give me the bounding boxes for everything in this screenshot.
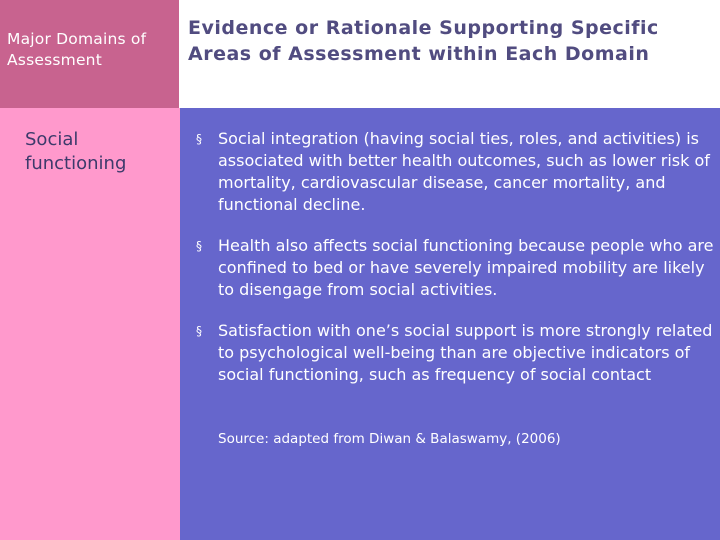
bullet-icon: §: [196, 132, 202, 146]
domain-column: [0, 108, 180, 540]
evidence-list: [196, 128, 716, 405]
evidence-item-1: [196, 128, 716, 216]
evidence-text-2: Health also affects social functioning because people who are confined to bed or have severely impaired mobility are likely to disengage from social activities.: [218, 236, 714, 299]
source-citation: Source: adapted from Diwan & Balaswamy, (2006): [218, 431, 561, 447]
evidence-text-3: Satisfaction with one’s social support is more strongly related to psychological well-being than are objective indicators of social functioning, such as frequency of social contact: [218, 321, 713, 384]
evidence-text-1: Social integration (having social ties, roles, and activities) is associated with better health outcomes, such as lower risk of mortality, cardiovascular disease, cancer mortality, and functional decline.: [218, 129, 710, 214]
header-evidence-cell: [180, 0, 720, 108]
domain-label: Social functioning: [25, 129, 127, 174]
bullet-icon: §: [196, 239, 202, 253]
bullet-icon: §: [196, 324, 202, 338]
header-domains-cell: [0, 0, 180, 108]
header-domains-title: Major Domains of Assessment: [7, 30, 147, 69]
evidence-column: [180, 108, 720, 540]
header-evidence-title: Evidence or Rationale Supporting Specific Areas of Assessment within Each Domain: [188, 17, 659, 65]
evidence-item-3: [196, 320, 716, 386]
evidence-item-2: [196, 235, 716, 301]
